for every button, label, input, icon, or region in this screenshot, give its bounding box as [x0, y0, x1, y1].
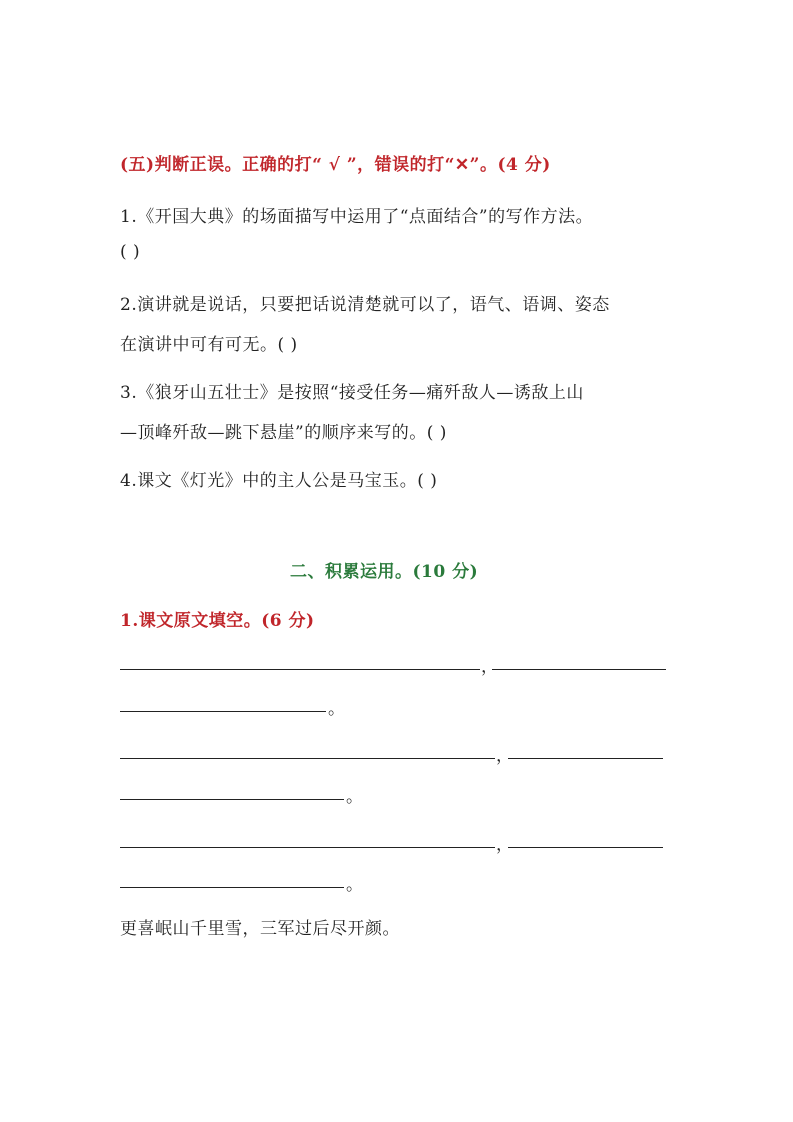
question-1-answer-parens[interactable]: ( ) — [120, 242, 141, 262]
question-2-line-2[interactable]: 在演讲中可有可无。( ) — [120, 335, 298, 355]
question-1-line-1: 1.《开国大典》的场面描写中运用了“点面结合”的写作方法。 — [120, 207, 594, 227]
question-2-line-1: 2.演讲就是说话，只要把话说清楚就可以了，语气、语调、姿态 — [120, 295, 610, 315]
section5-heading: (五)判断正误。正确的打“ √ ”，错误的打“✕”。(4 分) — [120, 155, 551, 175]
comma-3: ， — [496, 835, 513, 855]
blank-1a[interactable] — [120, 669, 480, 670]
part2-q1-heading: 1.课文原文填空。(6 分) — [120, 611, 315, 631]
question-3-line-2[interactable]: —顶峰歼敌—跳下悬崖”的顺序来写的。( ) — [120, 423, 447, 443]
blank-2c[interactable] — [120, 799, 344, 800]
part2-heading: 二、积累运用。(10 分) — [290, 562, 479, 582]
blank-1c[interactable] — [120, 711, 326, 712]
blank-3c[interactable] — [120, 887, 344, 888]
comma-1: ， — [481, 657, 498, 677]
comma-2: ， — [496, 746, 513, 766]
blank-1b[interactable] — [492, 669, 666, 670]
period-1: 。 — [328, 699, 345, 719]
period-2: 。 — [346, 787, 363, 807]
blank-3b[interactable] — [508, 847, 663, 848]
question-4-line[interactable]: 4.课文《灯光》中的主人公是马宝玉。( ) — [120, 471, 438, 491]
question-3-line-1: 3.《狼牙山五壮士》是按照“接受任务—痛歼敌人—诱敌上山 — [120, 383, 584, 403]
blank-2b[interactable] — [508, 758, 663, 759]
blank-2a[interactable] — [120, 758, 495, 759]
blank-3a[interactable] — [120, 847, 495, 848]
period-3: 。 — [346, 875, 363, 895]
poem-line: 更喜岷山千里雪，三军过后尽开颜。 — [120, 919, 400, 939]
